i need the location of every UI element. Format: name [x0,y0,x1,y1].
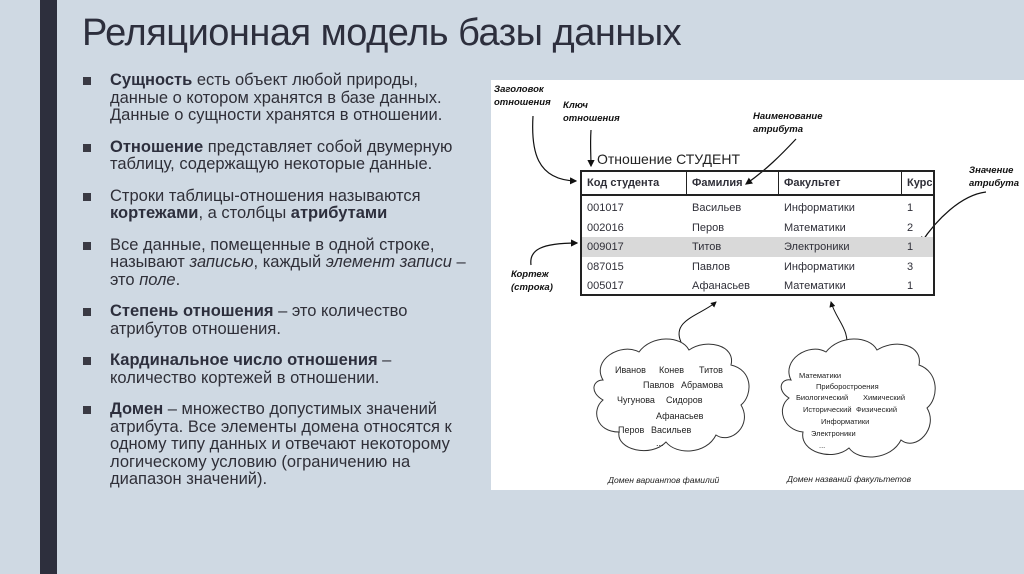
table-row [582,257,933,277]
column-header: Фамилия [687,172,779,194]
label-tuple: Кортеж (строка) [511,269,553,293]
bullet-tuples: Строки таблицы-отношения называются кортежами, а столбцы атрибутами [82,188,472,223]
table-row [582,218,933,238]
label-attribute-value: Значение атрибута [969,165,1019,189]
column-header: Курс [907,177,933,189]
bullet-square-icon [83,77,91,85]
table-cell: 1 [907,241,914,253]
relation-diagram: Заголовок отношения Ключ отношения Наименование атрибута Значение атрибута Кортеж (строка) Отношение СТУДЕНТ Код студента Фамилия Факультет Курс 001017 Васильев Информатики 1 002016 Перов Математики 2 009017 Титов Электроники 1 087015 Павлов Информатики 3 005017 Афанасьев Математики 1 Иванов Конев Титов Павлов Абрамова Чугунова Сидоров Афанасьев Перов Васильев ... Математики Приборостроения Биологический Химический Исторический Физический Информатики Электроники ... Домен вариантов фамилий Домен названий факультетов [491,80,1024,490]
slide-title: Реляционная модель базы данных [82,12,682,54]
bullet-square-icon [83,144,91,152]
bullet-entity: Сущность есть объект любой природы, данные о котором хранятся в базе данных. Данные о сущности хранятся в отношении. [82,72,472,125]
table-cell: Математики [784,280,846,292]
table-cell: Васильев [692,202,742,214]
bullet-square-icon [83,357,91,365]
table-cell: 001017 [587,202,624,214]
arrow-surname-domain [679,302,716,342]
arrow-relation-header [533,116,576,181]
bullet-list [82,72,472,503]
arrow-tuple [531,243,577,265]
table-cell: Перов [692,221,725,234]
bullet-domain: Домен – множество допустимых значений атрибута. Все элементы домена относятся к одному типу данных и отвечают некоторому логическому условию (ограничению на диапазон значений). [82,401,472,489]
student-table [580,170,935,296]
table-cell: 009017 [587,241,624,253]
bullet-square-icon [83,193,91,201]
table-title: Отношение СТУДЕНТ [597,151,741,167]
table-cell: Титов [692,241,722,253]
bullet-square-icon [83,308,91,316]
table-row [582,198,933,218]
table-cell: 002016 [587,221,624,234]
column-header: Факультет [779,172,902,194]
faculty-domain-caption: Домен названий факультетов [787,474,912,484]
table-cell: 3 [907,260,914,273]
bullet-square-icon [83,406,91,414]
label-relation-header: Заголовок отношения [494,84,551,108]
table-header [582,172,933,196]
table-cell: Афанасьев [692,280,751,292]
table-cell: 2 [907,221,914,234]
table-cell: Информатики [784,260,855,273]
table-cell: 005017 [587,280,624,292]
table-cell: Математики [784,221,846,234]
column-header: Код студента [582,172,687,194]
label-attribute-name: Наименование атрибута [753,111,823,135]
table-cell: Информатики [784,202,855,214]
table-cell: 087015 [587,260,624,273]
accent-bar [40,0,57,574]
surname-domain-caption: Домен вариантов фамилий [608,475,720,485]
table-cell: Электроники [784,241,850,253]
bullet-relation: Отношение представляет собой двумерную таблицу, содержащую некоторые данные. [82,139,472,174]
bullet-cardinality: Кардинальное число отношения – количество кортежей в отношении. [82,352,472,387]
bullet-square-icon [83,242,91,250]
table-cell: 1 [907,202,914,214]
table-row [582,237,933,257]
bullet-record: Все данные, помещенные в одной строке, называют записью, каждый элемент записи – это поле. [82,237,472,290]
table-cell: 1 [907,280,914,292]
label-relation-key: Ключ отношения [563,100,620,124]
table-row [582,276,933,296]
bullet-degree: Степень отношения – это количество атрибутов отношения. [82,303,472,338]
table-cell: Павлов [692,260,731,273]
